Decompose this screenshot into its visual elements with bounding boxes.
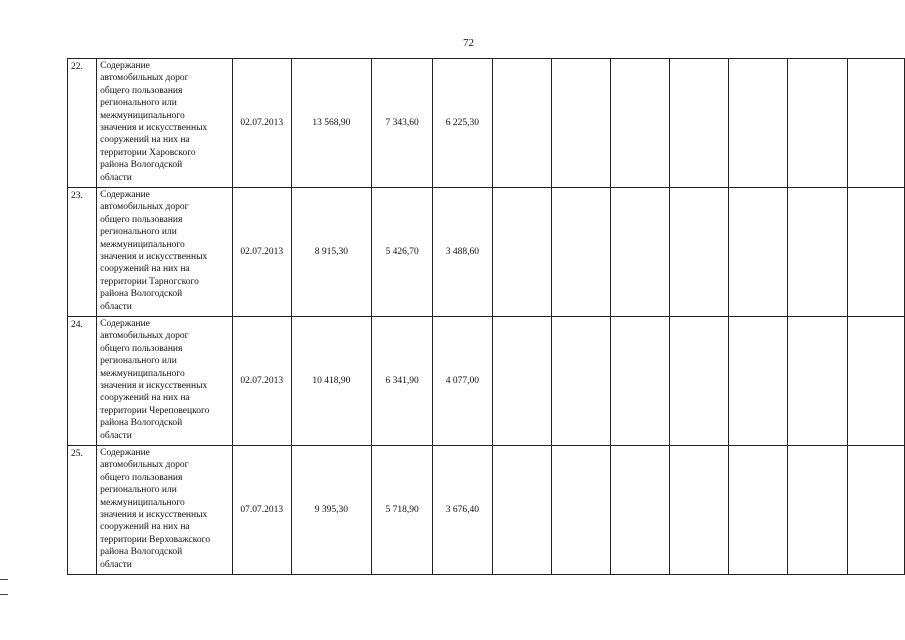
description-line: общего пользования [100,85,183,96]
value-cell: 6 341,90 [371,317,432,446]
empty-cell [551,188,610,317]
empty-cell [551,446,610,575]
total-cell: 13 568,90 [291,59,371,188]
description-line: регионального или [100,356,177,367]
description-line: области [100,172,132,183]
empty-cell [729,188,788,317]
value-cell: 7 343,60 [371,59,432,188]
margin-mark [0,579,8,580]
description-line: регионального или [100,227,177,238]
description-line: общего пользования [100,214,183,225]
description-line: межмуниципального [100,239,185,250]
table-row [68,188,905,317]
row-number: 24. [68,317,97,446]
description-line: Содержание [100,448,150,458]
description-line: значения и искусственных [100,381,208,392]
description-line: межмуниципального [100,110,185,121]
description-line: автомобильных дорог [100,202,189,213]
empty-cell [847,188,904,317]
date-cell: 02.07.2013 [232,317,291,446]
description-line: сооружений на них на [100,393,190,404]
description-line: района Вологодской [100,547,183,558]
description-line: территории Харовского [100,147,196,158]
description-line: Содержание [100,319,150,329]
row-description [97,59,233,188]
empty-cell [788,188,847,317]
table-row [68,317,905,446]
description-line: сооружений на них на [100,135,190,146]
margin-mark [0,594,8,595]
description-line: области [100,559,132,570]
description-line: территории Верховажского [100,534,211,545]
description-line: автомобильных дорог [100,331,189,342]
description-line: сооружений на них на [100,264,190,275]
description-line: Содержание [100,190,150,200]
row-description [97,188,233,317]
table-row [68,59,905,188]
description-line: общего пользования [100,343,183,354]
empty-cell [492,59,551,188]
value-cell: 4 077,00 [433,317,492,446]
empty-cell [729,446,788,575]
total-cell: 10 418,90 [291,317,371,446]
row-number: 25. [68,446,97,575]
description-line: района Вологодской [100,418,183,429]
empty-cell [729,59,788,188]
description-line: Содержание [100,61,150,71]
expenditure-table [67,58,905,575]
empty-cell [788,59,847,188]
description-line: сооружений на них на [100,522,190,533]
empty-cell [551,59,610,188]
empty-cell [610,446,669,575]
description-line: территории Череповецкого [100,405,210,416]
description-line: регионального или [100,98,177,109]
date-cell: 02.07.2013 [232,59,291,188]
description-line: территории Тарногского [100,276,199,287]
description-line: значения и искусственных [100,252,208,263]
value-cell: 5 426,70 [371,188,432,317]
description-line: общего пользования [100,472,183,483]
row-description [97,446,233,575]
total-cell: 9 395,30 [291,446,371,575]
table-row [68,446,905,575]
empty-cell [847,446,904,575]
page-number: 72 [463,37,474,49]
empty-cell [610,317,669,446]
row-description [97,317,233,446]
total-cell: 8 915,30 [291,188,371,317]
empty-cell [788,446,847,575]
description-line: межмуниципального [100,497,185,508]
description-line: регионального или [100,485,177,496]
description-line: автомобильных дорог [100,460,189,471]
value-cell: 5 718,90 [371,446,432,575]
empty-cell [788,317,847,446]
empty-cell [847,59,904,188]
empty-cell [492,188,551,317]
description-line: области [100,301,132,312]
description-line: района Вологодской [100,289,183,300]
row-number: 23. [68,188,97,317]
row-number: 22. [68,59,97,188]
empty-cell [670,446,729,575]
description-line: области [100,430,132,441]
empty-cell [847,317,904,446]
empty-cell [670,188,729,317]
value-cell: 3 488,60 [433,188,492,317]
empty-cell [492,317,551,446]
empty-cell [610,59,669,188]
table-body [68,59,905,575]
empty-cell [670,317,729,446]
date-cell: 02.07.2013 [232,188,291,317]
description-line: автомобильных дорог [100,73,189,84]
empty-cell [670,59,729,188]
empty-cell [610,188,669,317]
description-line: значения и искусственных [100,123,208,134]
description-line: межмуниципального [100,368,185,379]
date-cell: 07.07.2013 [232,446,291,575]
value-cell: 6 225,30 [433,59,492,188]
empty-cell [551,317,610,446]
description-line: района Вологодской [100,160,183,171]
empty-cell [492,446,551,575]
empty-cell [729,317,788,446]
value-cell: 3 676,40 [433,446,492,575]
description-line: значения и искусственных [100,510,208,521]
